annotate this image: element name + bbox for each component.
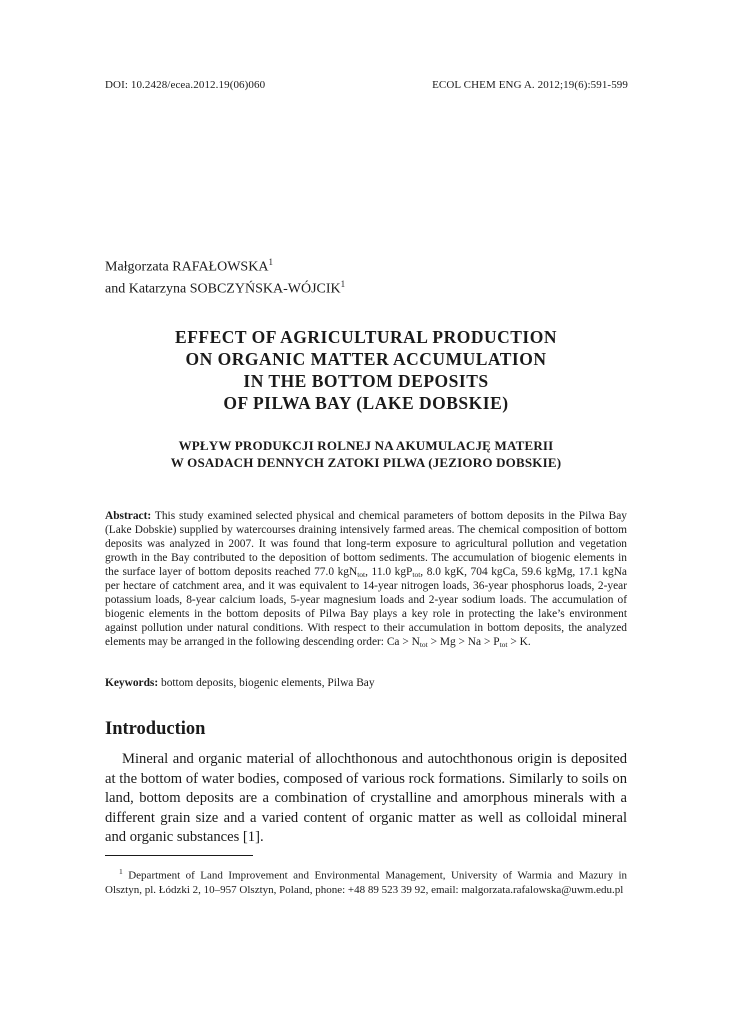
affiliation-footnote	[105, 865, 627, 898]
footnote-text: Department of Land Improvement and Environmental Management, University of Warmia and Mazury in Olsztyn, pl. Łódzki 2, 10–957 Olsztyn, Poland, phone: +48 89 523 39 92, email: malgorzata.rafalowska@uwm.edu.pl	[105, 869, 627, 897]
journal-citation-header: ECOL CHEM ENG A. 2012;19(6):591-599	[432, 79, 628, 91]
author-2	[105, 276, 345, 298]
keywords	[105, 676, 627, 690]
subscript: tot	[357, 570, 366, 579]
section-heading-introduction: Introduction	[105, 719, 206, 739]
polish-title-line: WPŁYW PRODUKCJI ROLNEJ NA AKUMULACJĘ MATERII	[178, 438, 554, 453]
author-2-name: and Katarzyna SOBCZYŃSKA-WÓJCIK	[105, 281, 341, 297]
keywords-label: Keywords:	[105, 677, 159, 689]
abstract-text: , 8.0 kgK, 704 kgCa, 59.6 kgMg, 17.1 kgNa per hectare of catchment area, and it was equivalent to 14-year nitrogen loads, 36-year phosphorus loads, 2-year potassium loads, 8-year calcium loads, 5-year magnesium loads and 2-year sodium loads. The accumulation of biogenic elements in the bottom deposits of Pilwa Bay plays a key role in protecting the lake’s environment against pollution under natural conditions. With respect to their accumulation in bottom deposits, the analyzed elements may be arranged in the following descending order: Ca > N	[105, 566, 627, 648]
abstract	[105, 509, 627, 649]
doi-header: DOI: 10.2428/ecea.2012.19(06)060	[105, 79, 266, 91]
title-line: EFFECT OF AGRICULTURAL PRODUCTION	[175, 327, 557, 347]
author-1	[105, 254, 345, 276]
title-line: IN THE BOTTOM DEPOSITS	[243, 371, 489, 391]
abstract-text: , 11.0 kgP	[365, 566, 413, 578]
author-1-name: Małgorzata RAFAŁOWSKA	[105, 259, 269, 275]
subscript: tot	[419, 640, 428, 649]
title-line: ON ORGANIC MATTER ACCUMULATION	[185, 349, 547, 369]
polish-title-line: W OSADACH DENNYCH ZATOKI PILWA (JEZIORO DOBSKIE)	[170, 455, 562, 470]
abstract-text: This study examined selected physical and chemical parameters of bottom deposits in the Pilwa Bay (Lake Dobskie) supplied by watercourses draining intensively farmed areas. The chemical composition of bottom deposits was analyzed in 2007. It was found that long-term exposure to agricultural pollution and vegetation growth in the Bay contributed to the deposition of bottom sediments. The accumulation of biogenic elements in the surface layer of bottom deposits reached 77.0 kgN	[105, 510, 627, 578]
author-2-affiliation-marker: 1	[340, 278, 346, 289]
author-list	[105, 254, 345, 297]
abstract-label: Abstract:	[105, 510, 152, 522]
keywords-text: bottom deposits, biogenic elements, Pilwa Bay	[158, 677, 375, 689]
footnote-marker: 1	[119, 867, 123, 876]
abstract-text: > Mg > Na > P	[427, 636, 500, 648]
introduction-paragraph: Mineral and organic material of allochthonous and autochthonous origin is deposited at the bottom of water bodies, composed of various rock formations. Similarly to soils on land, bottom deposits are a combination of crystalline and amorphous minerals with a different grain size and a varied content of organic matter as well as colloidal mineral and organic substances [1].	[105, 751, 627, 845]
subscript: tot	[499, 640, 508, 649]
footnote-divider	[105, 855, 253, 856]
abstract-text: > K.	[507, 636, 531, 648]
title-line: OF PILWA BAY (LAKE DOBSKIE)	[223, 393, 509, 413]
polish-title	[105, 437, 627, 471]
paper-title	[105, 326, 627, 414]
author-1-affiliation-marker: 1	[268, 257, 273, 267]
subscript: tot	[412, 570, 421, 579]
